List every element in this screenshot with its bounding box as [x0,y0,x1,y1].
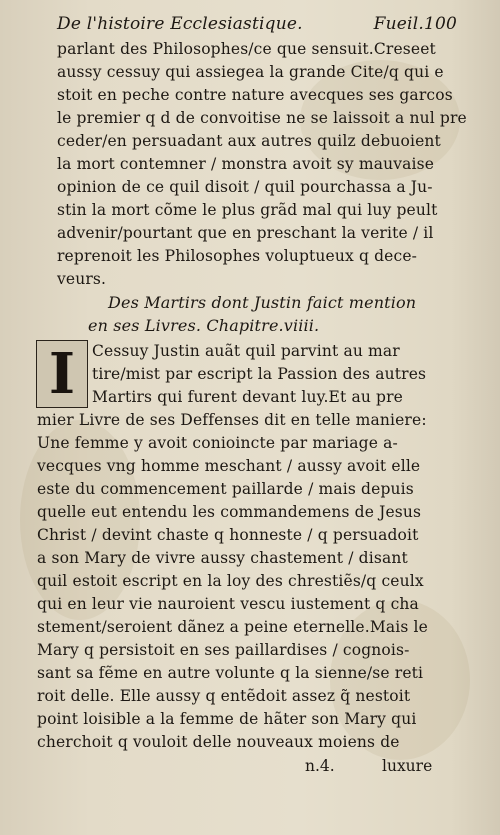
text-line: roit delle. Elle aussy q entẽdoit assez q̃ nestoit [37,687,411,705]
text-line: quelle eut entendu les commandemens de Jesus [37,503,422,521]
text-line: point loisible a la femme de hãter son Mary qui [37,710,417,728]
text-line: le premier q d de convoitise ne se laissoit a nul pre [57,109,467,127]
text-line: la mort contemner / monstra avoit sy mauvaise [57,155,435,173]
initial-letter-glyph: I [48,341,76,407]
text-line: mier Livre de ses Deffenses dit en telle maniere: [37,411,427,429]
text-line: quil estoit escript en la loy des chrestiẽs/q ceulx [37,572,424,590]
text-line: stement/seroient dãnez a peine eternelle.Mais le [37,618,428,636]
text-line: Une femme y avoit conioincte par mariage a- [37,434,398,452]
chapter-heading-line: en ses Livres. Chapitre.viiii. [88,316,320,335]
signature-mark: n.4. [305,757,335,775]
text-line: este du commencement paillarde / mais depuis [37,480,414,498]
text-line: aussy cessuy qui assiegea la grande Cite/q qui e [57,63,444,81]
running-head [57,14,457,36]
text-line: advenir/pourtant que en preschant la verite / il [57,224,434,242]
text-line: sant sa fẽme en autre volunte q la sienne/se reti [37,664,424,682]
initial-letter [36,340,88,408]
catchword: luxure [382,757,433,775]
folio-number: Fueil.100 [373,14,457,34]
text-line: Cessuy Justin auãt quil parvint au mar [92,342,400,360]
text-line: ceder/en persuadant aux autres quilz debuoient [57,132,441,150]
text-line: Mary q persistoit en ses paillardises / cognois- [37,641,410,659]
text-line: a son Mary de vivre aussy chastement / disant [37,549,408,567]
text-line: vecques vng homme meschant / aussy avoit elle [37,457,421,475]
text-line: Martirs qui furent devant luy.Et au pre [92,388,403,406]
text-line: stin la mort cõme le plus grãd mal qui luy peult [57,201,438,219]
chapter-heading-line: Des Martirs dont Justin faict mention [108,293,417,312]
text-line: opinion de ce quil disoit / quil pourchassa a Ju- [57,178,433,196]
text-line: tire/mist par escript la Passion des autres [92,365,427,383]
text-line: qui en leur vie nauroient vescu iustement q cha [37,595,419,613]
running-title: De l'histoire Ecclesiastique. [57,14,303,34]
text-line: reprenoit les Philosophes voluptueux q dece- [57,247,418,265]
text-line: stoit en peche contre nature avecques ses garcos [57,86,453,104]
text-line: Christ / devint chaste q honneste / q persuadoit [37,526,419,544]
text-line: cherchoit q vouloit delle nouveaux moiens de [37,733,400,751]
text-line: parlant des Philosophes/ce que sensuit.Creseet [57,40,436,58]
text-line: veurs. [57,270,107,288]
